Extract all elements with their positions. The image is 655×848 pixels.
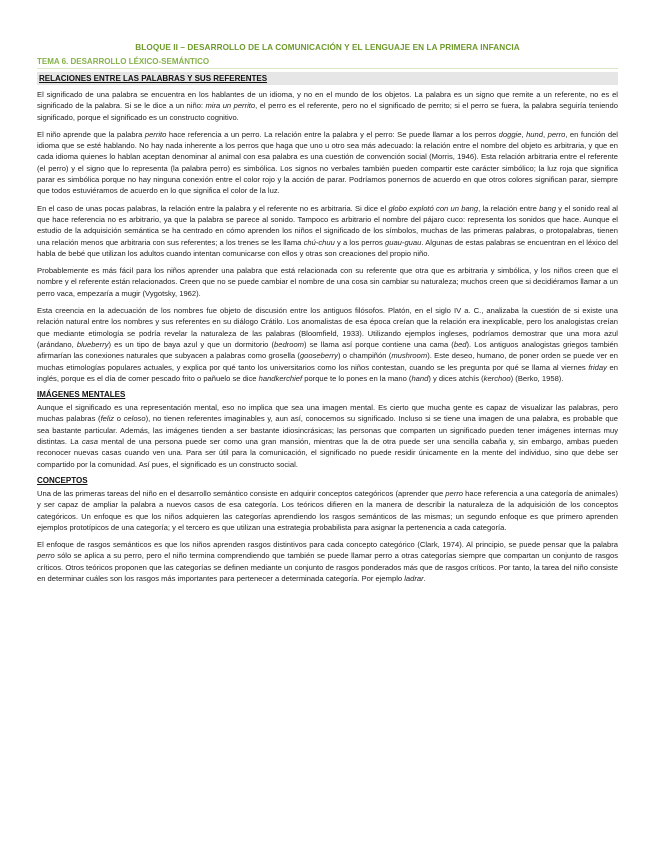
italic-term: bedroom [274, 339, 304, 349]
text-run: El significado de una palabra se encuentra en los hablantes de un idioma, y no en el mundo de los objetos. La palabra es un signo que remite a un referente, no es el significado de la palabra. Si se le dice a un niño: [37, 90, 618, 111]
text-run: En el caso de unas pocas palabras, la relación entre la palabra y el referente no es arbitraria. Si dice el [37, 203, 389, 213]
italic-term: handkerchief [258, 373, 303, 383]
italic-term: celoso [123, 414, 146, 424]
text-run: y el sonido real al que hace referencia no es arbitrario, ya que la palabra se parece al sonido. Tampoco es arbitrario el nombre del pájaro cuco: representa los sonidos que hace. Aunque el estudio de la adquisición semántica se ha centrado en cómo aprenden los niños el significado de los símbolos, muchas de las primeras palabras, o protopalabras, tienen una relación menos que arbitraria con sus referentes; a los trenes se les llama [37, 203, 618, 247]
text-run: . [423, 573, 426, 583]
text-run: ) y dices atchís ( [428, 373, 484, 383]
italic-term: hand [411, 373, 429, 383]
italic-term: hund [526, 129, 543, 139]
paragraph [37, 305, 618, 384]
italic-term: feliz [100, 414, 115, 424]
italic-term: casa [81, 437, 98, 447]
text-run: hace referencia a un perro. La relación entre la palabra y el perro: Se puede llamar a los perros [166, 129, 499, 139]
italic-term: mira un perrito [205, 101, 256, 111]
text-run: Aunque el significado es una representación mental, eso no implica que sea una imagen mental. Es cierto que mucha gente es capaz de visualizar las palabras, pero muchas palabras ( [37, 403, 618, 424]
text-run: y a los perros [334, 237, 386, 247]
italic-term: kerchoo [483, 373, 511, 383]
text-run: El niño aprende que la palabra [37, 129, 145, 139]
italic-term: bed [453, 339, 467, 349]
text-run: hace referencia a una categoría de animales) y ser capaz de ampliar la palabra a nuevos casos de esa categoría. Los teóricos difieren en la manera de describir la naturaleza de la adquisición de los conceptos categóricos. Un enfoque es que los niños adquieren las categorías aprendiendo los rasgos semánticos de las mismas; un segundo enfoque es que primero aprenden ejemplos prototípicos de una categoría; y el tercero es que utilizan una estrategia probabilista para asignar la pertenencia a cada categoría. [37, 488, 618, 532]
text-run: Esta creencia en la adecuación de los nombres fue objeto de discusión entre los antiguos filósofos. Platón, en el siglo IV a. C., analizaba la cuestión de si existe una relación natural entre los nombres y sus referentes en su diálogo Crátilo. Los anomalistas de esa época creían que la relación era inexplicable, pero los analogistas creían que mediante etimología se podría revelar la naturaleza de las palabras (Bloomfield, 1933). Utilizando ejemplos ingleses, podríamos demostrar que una mora azul (arándano, [37, 306, 618, 349]
text-run: , el perro es el referente, pero no el significado de perrito; si el perro se fuera, la palabra seguiría teniendo significado, porque el significado es un constructo cognitivo. [37, 101, 618, 122]
text-run: , [542, 129, 548, 139]
paragraph [37, 203, 618, 259]
text-run: ) se llama así porque contiene una cama ( [304, 339, 454, 349]
paragraph [37, 539, 618, 584]
text-run: ) es un tipo de baya azul y que un dormitorio ( [108, 339, 275, 349]
italic-term: ladrar [404, 573, 424, 583]
paragraph [37, 488, 618, 533]
italic-term: friday [588, 362, 607, 372]
paragraph [37, 265, 618, 299]
text-run: porque te lo pones en la mano ( [302, 373, 412, 383]
paragraph [37, 89, 618, 123]
section-heading-imagenes: IMÁGENES MENTALES [37, 390, 126, 400]
text-run: , en función del idioma que se esté hablando. No hay nada inherente a los perros que haga que uno u otro sea más adecuado: la relación entre el nombre del objeto es arbitraria, y que en cada idioma quienes lo hablan aceptan denominar al animal con esa palabra es una cuestión de convención social (Morris, 1946). Esta relación arbitraria entre el referente (el perro) y el signo que lo representa (la palabra perro) es simbólica. Los signos no verbales también pueden compartir este carácter simbólico; la luz roja que significa parar es simbólica porque no hay ninguna conexión entre el color rojo y la acción de parar. Podríamos ponernos de acuerdo en que otros colores significan parar, siempre que todos estuviéramos de acuerdo en lo que significa el color de la luz. [37, 129, 618, 196]
text-run: ) o champiñón ( [337, 351, 392, 361]
topic-title: TEMA 6. DESARROLLO LÉXICO-SEMÁNTICO [37, 57, 618, 69]
text-run: en inglés, porque es el día de comer pescado frito o pañuelo se dice [37, 362, 618, 383]
paragraph [37, 129, 618, 197]
text-run: ). Este deseo, humano, de poner orden se puede ver en muchas etimologías populares actuales, y explica por qué tanto los universitarios como los niños contestan, cuando se les pregunta por qué se llama al viernes [37, 351, 618, 372]
text-run: Probablemente es más fácil para los niños aprender una palabra que está relacionada con su referente que otra que es arbitraria y simbólica, y los niños creen que el nombre y el referente están relacionados. Creen que no se puede cambiar el nombre de una cosa sin cambiar su naturaleza; muchos creen que si decidiéramos llamar a un perro vaca, empezaría a mugir (Vygotsky, 1962). [37, 266, 618, 298]
paragraph [37, 402, 618, 470]
text-run: ) (Berko, 1958). [510, 373, 564, 383]
text-run: , la relación entre [478, 203, 540, 213]
section-heading-relaciones: RELACIONES ENTRE LAS PALABRAS Y SUS REFERENTES [37, 72, 618, 85]
text-run: Una de las primeras tareas del niño en el desarrollo semántico consiste en adquirir conceptos categóricos (aprender que [37, 488, 446, 498]
text-run: , [521, 129, 527, 139]
italic-term: guau-guau [385, 237, 422, 247]
text-run: El enfoque de rasgos semánticos es que los niños aprenden rasgos distintivos para cada concepto categórico (Clark, 1974). Al principio, se puede pensar que la palabra [37, 540, 618, 550]
text-run: ), no tienen referentes imaginables y, aun así, conocemos su significado. Incluso si se tiene una imagen de una palabra, es probable que sea bastante particular. Además, las imágenes tienden a ser bastante idiosincrásicas; las personas que comparten un significado pueden tener imágenes internas muy distintas. La [37, 414, 618, 447]
italic-term: mushroom [391, 351, 428, 361]
text-run: o [114, 414, 124, 424]
italic-term: globo explotó con un bang [388, 203, 479, 213]
italic-term: doggie [498, 129, 522, 139]
italic-term: perrito [144, 129, 167, 139]
italic-term: perro [445, 488, 464, 498]
italic-term: perro [37, 551, 55, 561]
italic-term: blueberry [76, 339, 109, 349]
text-run: . Algunas de estas palabras se encuentran en el léxico del habla de bebé que utilizan los adultos cuando intentan comunicarse con ellos y otras son creaciones del propio niño. [37, 237, 618, 258]
text-run: mental de una persona puede ser como una gran mansión, mientras que la de otra puede ser una sencilla cabaña y, sin embargo, ambas pueden reconocer nuevas casas cuando ven una. Para ser útil para la comunicación, el significado no puede residir únicamente en la mente del individuo, sino que debe ser compartido por la comunidad. Así pues, el significado es un constructo social. [37, 437, 618, 469]
section-heading-conceptos: CONCEPTOS [37, 475, 88, 485]
text-run: sólo se aplica a su perro, pero el niño termina comprendiendo que también se puede llamar perro a otras categorías siempre que compartan un conjunto de rasgos críticos. Otros teóricos proponen que las categorías se definen mediante un conjunto de rasgos ponderados más que de rasgos críticos. Por tanto, la tarea del niño consiste en determinar cuáles son los rasgos más importantes para pertenecer a determinada categoría. Por ejemplo [37, 551, 618, 583]
italic-term: bang [539, 203, 557, 213]
italic-term: perro [547, 129, 566, 139]
block-title: BLOQUE II – DESARROLLO DE LA COMUNICACIÓN Y EL LENGUAJE EN LA PRIMERA INFANCIA [135, 43, 520, 52]
text-run: ). Los antiguos analogistas griegos también afirmarían las conexiones naturales que subyacen a palabras como grosella ( [37, 339, 618, 361]
italic-term: gooseberry [299, 351, 338, 361]
italic-term: chú-chuu [303, 237, 335, 247]
